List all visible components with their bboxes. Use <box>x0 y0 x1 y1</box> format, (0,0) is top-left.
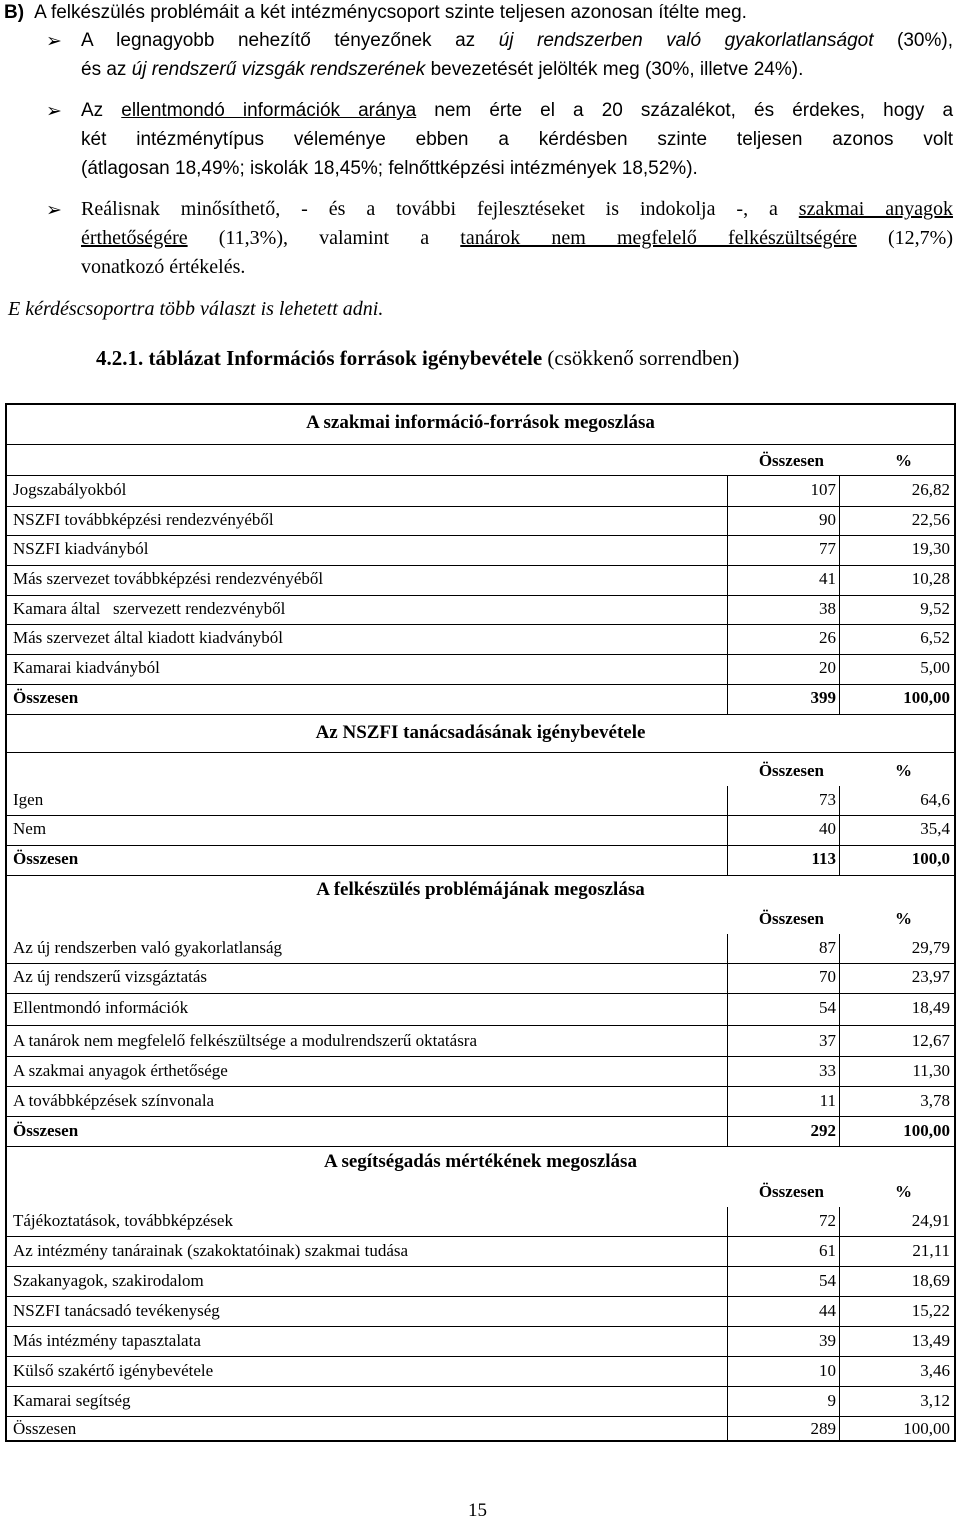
header-row <box>7 447 954 476</box>
column-divider <box>727 1207 728 1442</box>
sources-table <box>5 403 956 1442</box>
text-run: (12,7%) <box>856 227 953 249</box>
text-run: A legnagyobb nehezítő tényezőnek az <box>81 30 499 51</box>
row-label: Kamara által szervezett rendezvényből <box>13 599 286 618</box>
table-row <box>7 565 954 594</box>
table-row <box>7 595 954 624</box>
row-count: 77 <box>819 539 836 558</box>
row-count: 40 <box>819 819 836 838</box>
row-label: Más szervezet továbbképzési rendezvényéből <box>13 569 324 588</box>
row-count: 289 <box>810 1419 836 1438</box>
text-line: vonatkozó értékelés. <box>81 256 246 278</box>
row-percent: 3,46 <box>920 1361 950 1380</box>
row-count: 26 <box>819 628 836 647</box>
row-percent: 35,4 <box>920 819 950 838</box>
row-count: 9 <box>827 1391 836 1410</box>
table-row <box>7 1357 954 1386</box>
row-percent: 3,78 <box>920 1091 950 1110</box>
table-row <box>7 1297 954 1326</box>
text-run: érthetőségére <box>81 227 188 249</box>
section-label: B) <box>4 2 25 23</box>
row-label: Igen <box>13 790 44 809</box>
row-label: Más szervezet által kiadott kiadványból <box>13 628 284 647</box>
arrow-bullet-icon: ➢ <box>46 200 62 221</box>
row-count: 37 <box>819 1031 836 1050</box>
column-divider <box>839 786 840 875</box>
section-title: A felkészülés problémájának megoszlása <box>316 879 645 900</box>
table-row <box>7 1387 954 1416</box>
table-row <box>7 1237 954 1266</box>
row-label: Kamarai segítség <box>13 1391 131 1410</box>
row-count: 87 <box>819 938 836 957</box>
header-row <box>7 757 954 786</box>
row-percent: 100,00 <box>903 1121 950 1140</box>
row-percent: 100,00 <box>903 1419 950 1438</box>
header-percent: % <box>895 1182 912 1201</box>
row-count: 61 <box>819 1241 836 1260</box>
text-line: két intézménytípus véleménye ebben a kérdésben szinte teljesen azonos volt <box>81 129 953 150</box>
text-run: ellentmondó információk aránya <box>121 100 417 121</box>
arrow-bullet-icon: ➢ <box>46 31 62 52</box>
total-row <box>7 684 954 713</box>
row-label: Az intézmény tanárainak (szakoktatóinak) szakmai tudása <box>13 1241 409 1260</box>
row-percent: 10,28 <box>911 569 950 588</box>
table-row <box>7 654 954 683</box>
column-divider <box>727 934 728 1146</box>
row-count: 72 <box>819 1211 836 1230</box>
row-label: Az új rendszerű vizsgáztatás <box>13 967 207 986</box>
caption-rest: (csökkenő sorrendben) <box>542 346 740 370</box>
bullet-paragraph-2 <box>81 96 953 183</box>
row-count: 107 <box>810 480 836 499</box>
row-count: 11 <box>819 1091 836 1110</box>
header-total: Összesen <box>758 451 824 470</box>
row-label: Összesen <box>13 849 79 868</box>
row-percent: 11,30 <box>912 1061 950 1080</box>
row-percent: 13,49 <box>911 1331 950 1350</box>
row-percent: 5,00 <box>920 658 950 677</box>
row-count: 10 <box>819 1361 836 1380</box>
row-percent: 9,52 <box>920 599 950 618</box>
divider <box>7 444 954 445</box>
row-percent: 19,30 <box>911 539 950 558</box>
row-percent: 12,67 <box>911 1031 950 1050</box>
row-label: Tájékoztatások, továbbképzések <box>13 1211 233 1230</box>
divider <box>7 1025 954 1026</box>
row-count: 70 <box>819 967 836 986</box>
header-total: Összesen <box>758 909 824 928</box>
table-caption <box>96 346 739 371</box>
section-title: A segítségadás mértékének megoszlása <box>324 1151 637 1172</box>
table-row <box>7 815 954 844</box>
text-run: (30%), <box>873 30 953 51</box>
header-percent: % <box>895 761 912 780</box>
row-count: 73 <box>819 790 836 809</box>
table-row <box>7 1207 954 1236</box>
header-row <box>7 1178 954 1207</box>
table-row <box>7 963 954 992</box>
table-row <box>7 1267 954 1296</box>
row-label: Nem <box>13 819 47 838</box>
row-count: 20 <box>819 658 836 677</box>
row-label: A szakmai anyagok érthetősége <box>13 1061 228 1080</box>
row-label: Összesen <box>13 1419 77 1438</box>
column-divider <box>839 476 840 714</box>
section-b-heading <box>4 0 747 26</box>
row-percent: 29,79 <box>911 938 950 957</box>
row-count: 54 <box>819 1271 836 1290</box>
text-run: nem érte el a 20 százalékot, és érdekes, hogy a <box>416 100 954 121</box>
row-label: Összesen <box>13 1121 79 1140</box>
row-count: 54 <box>819 998 836 1017</box>
header-total: Összesen <box>758 1182 824 1201</box>
row-percent: 100,00 <box>903 688 950 707</box>
section-intro-text: A felkészülés problémáit a két intézménycsoport szinte teljesen azonosan ítélte meg. <box>34 2 747 23</box>
table-row <box>7 1327 954 1356</box>
row-label: A tanárok nem megfelelő felkészültsége a modulrendszerű oktatásra <box>13 1031 478 1050</box>
row-count: 39 <box>819 1331 836 1350</box>
row-label: Összesen <box>13 688 79 707</box>
divider <box>7 752 954 753</box>
bullet-paragraph-1 <box>81 26 953 84</box>
row-label: Szakanyagok, szakirodalom <box>13 1271 204 1290</box>
row-label: Az új rendszerben való gyakorlatlanság <box>13 938 283 957</box>
text-run: és az <box>81 59 132 80</box>
row-percent: 3,12 <box>920 1391 950 1410</box>
row-label: Más intézmény tapasztalata <box>13 1331 201 1350</box>
row-percent: 22,56 <box>911 510 950 529</box>
table-row <box>7 1057 954 1086</box>
table-row <box>7 624 954 653</box>
header-row <box>7 905 954 934</box>
row-percent: 18,69 <box>911 1271 950 1290</box>
table-row <box>7 1027 954 1056</box>
note-text: E kérdéscsoportra több választ is lehetett adni. <box>8 298 384 320</box>
row-percent: 18,49 <box>911 998 950 1017</box>
row-label: NSZFI tanácsadó tevékenység <box>13 1301 220 1320</box>
page-number: 15 <box>468 1500 487 1521</box>
row-percent: 64,6 <box>920 790 950 809</box>
row-count: 33 <box>819 1061 836 1080</box>
table-row <box>7 476 954 505</box>
row-label: A továbbképzések színvonala <box>13 1091 215 1110</box>
table-row <box>7 786 954 815</box>
row-count: 41 <box>819 569 836 588</box>
row-label: NSZFI kiadványból <box>13 539 149 558</box>
bullet-paragraph-3 <box>81 195 953 282</box>
row-count: 38 <box>819 599 836 618</box>
text-run: új rendszerű vizsgák rendszerének <box>131 59 426 80</box>
row-percent: 15,22 <box>911 1301 950 1320</box>
total-row <box>7 845 954 874</box>
header-total: Összesen <box>758 761 824 780</box>
section-title: A szakmai információ-források megoszlása <box>306 412 655 433</box>
column-divider <box>839 1207 840 1442</box>
row-count: 44 <box>819 1301 836 1320</box>
text-run: tanárok nem megfelelő felkészültségére <box>460 227 857 249</box>
table-row <box>7 934 954 963</box>
total-row <box>7 1415 954 1444</box>
text-run: Reálisnak minősíthető, - és a további fejlesztéseket is indokolja -, a <box>81 198 799 220</box>
text-run: új rendszerben való gyakorlatlanságot <box>498 30 874 51</box>
header-percent: % <box>895 451 912 470</box>
divider <box>7 1146 954 1147</box>
table-row <box>7 506 954 535</box>
table-row <box>7 1087 954 1116</box>
section-title: Az NSZFI tanácsadásának igénybevétele <box>315 722 646 743</box>
row-count: 399 <box>810 688 836 707</box>
row-count: 113 <box>811 849 836 868</box>
row-percent: 21,11 <box>912 1241 950 1260</box>
column-divider <box>839 934 840 1146</box>
row-percent: 26,82 <box>911 480 950 499</box>
row-label: Ellentmondó információk <box>13 998 189 1017</box>
caption-bold: 4.2.1. táblázat Információs források igénybevétele <box>96 346 543 370</box>
total-row <box>7 1117 954 1146</box>
row-label: Jogszabályokból <box>13 480 127 499</box>
row-percent: 24,91 <box>911 1211 950 1230</box>
divider <box>7 875 954 876</box>
divider <box>7 714 954 715</box>
row-label: Külső szakértő igénybevétele <box>13 1361 214 1380</box>
text-run: szakmai anyagok <box>798 198 954 220</box>
row-label: Kamarai kiadványból <box>13 658 160 677</box>
header-percent: % <box>895 909 912 928</box>
row-percent: 6,52 <box>920 628 950 647</box>
row-count: 90 <box>819 510 836 529</box>
text-run: bevezetését jelölték meg (30%, illetve 24%). <box>425 59 804 80</box>
column-divider <box>727 786 728 875</box>
text-line: (átlagosan 18,49%; iskolák 18,45%; felnőttképzési intézmények 18,52%). <box>81 158 698 179</box>
row-percent: 100,0 <box>911 849 950 868</box>
table-row <box>7 994 954 1023</box>
table-row <box>7 535 954 564</box>
column-divider <box>727 476 728 714</box>
row-percent: 23,97 <box>911 967 950 986</box>
row-count: 292 <box>810 1121 836 1140</box>
arrow-bullet-icon: ➢ <box>46 101 62 122</box>
text-run: (11,3%), valamint a <box>187 227 461 249</box>
text-run: Az <box>81 100 122 121</box>
row-label: NSZFI továbbképzési rendezvényéből <box>13 510 274 529</box>
